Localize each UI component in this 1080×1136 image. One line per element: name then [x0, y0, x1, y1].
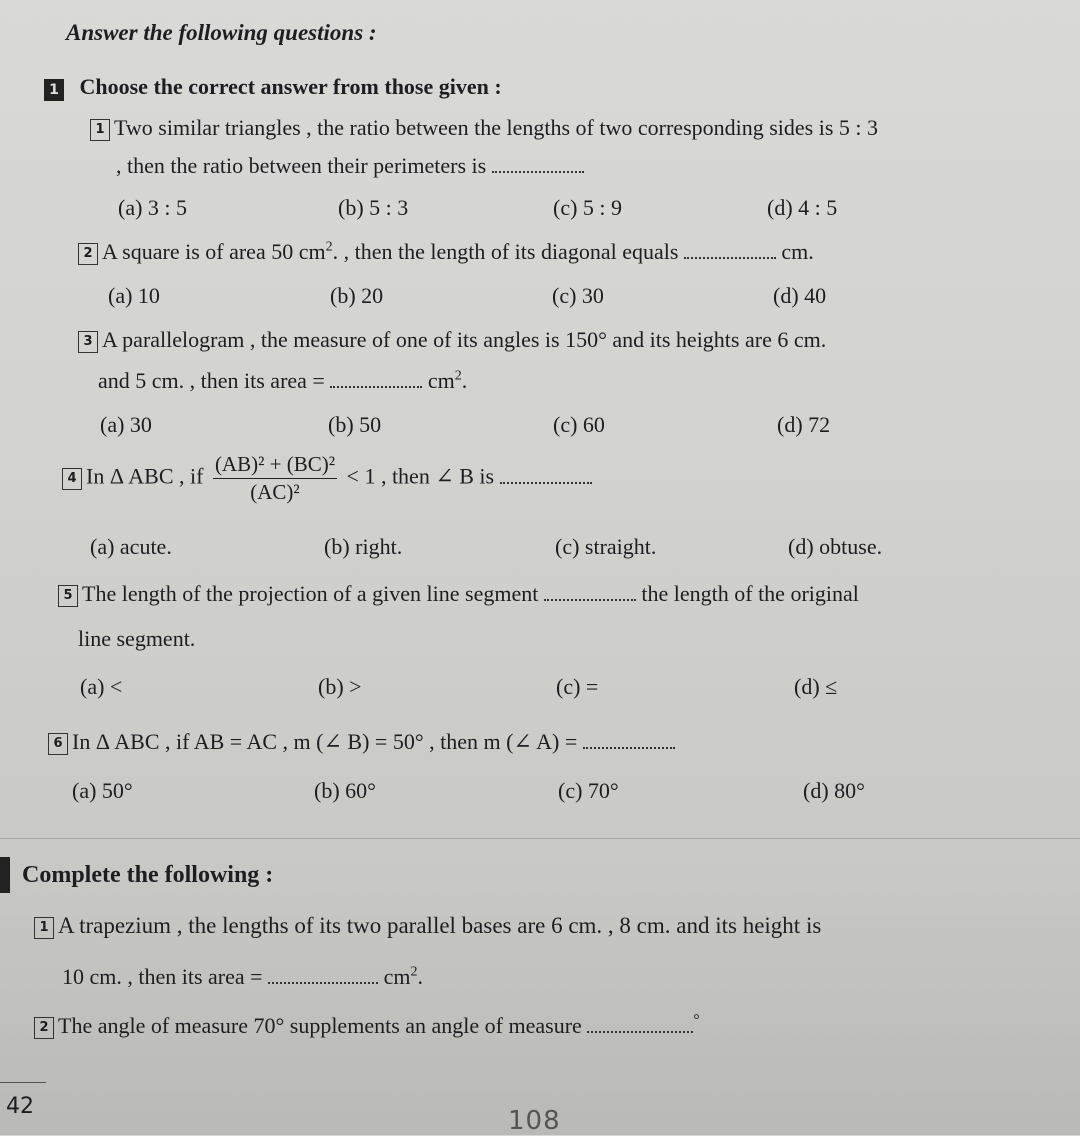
complete-question-1-line2-row [62, 964, 423, 990]
question-3-line2-after: cm [427, 368, 455, 393]
answer-blank[interactable] [492, 159, 584, 173]
question-1-line2-row [116, 153, 584, 179]
q1-option-c[interactable]: (c) 5 : 9 [553, 195, 623, 220]
question-3-sup: 2 [454, 368, 462, 384]
q3-option-d[interactable]: (d) 72 [777, 412, 831, 437]
answer-blank[interactable] [268, 970, 378, 984]
footer-rule [0, 1082, 46, 1083]
fraction [213, 452, 337, 505]
question-5-line1-before: The length of the projection of a given line segment [82, 581, 539, 606]
answer-blank[interactable] [544, 587, 636, 601]
section-1-title [44, 74, 502, 101]
question-6-number: 6 [48, 733, 68, 755]
q4-option-a[interactable]: (a) acute. [90, 534, 172, 559]
page-heading: Answer the following questions : [66, 20, 377, 45]
q3-option-c[interactable]: (c) 60 [553, 412, 605, 437]
q4-option-c[interactable]: (c) straight. [555, 534, 657, 559]
q5-option-d[interactable]: (d) ≤ [794, 674, 838, 699]
q2-option-c[interactable]: (c) 30 [552, 283, 604, 308]
answer-blank[interactable] [587, 1019, 693, 1033]
complete-question-1-line2-after: cm [383, 964, 411, 989]
question-4-text-before: In Δ ABC , if [86, 463, 204, 489]
question-5-line2: line segment. [78, 626, 196, 651]
fraction-numerator: (AB)² + (BC)² [213, 452, 337, 479]
complete-question-1-line1: A trapezium , the lengths of its two parallel bases are 6 cm. , 8 cm. and its height is [58, 913, 822, 938]
q2-option-a[interactable]: (a) 10 [108, 283, 160, 308]
q3-option-b[interactable]: (b) 50 [328, 412, 382, 437]
question-1-line1: Two similar triangles , the ratio between the lengths of two corresponding sides is 5 : 3 [114, 115, 879, 140]
q2-option-b[interactable]: (b) 20 [330, 283, 384, 308]
question-4-number: 4 [62, 468, 82, 490]
q2-option-d[interactable]: (d) 40 [773, 283, 827, 308]
q1-option-b[interactable]: (b) 5 : 3 [338, 195, 409, 220]
section-2-marker [0, 857, 10, 893]
complete-question-2-text: The angle of measure 70° supplements an angle of measure [58, 1013, 582, 1038]
question-3-line1: A parallelogram , the measure of one of its angles is 150° and its heights are 6 cm. [102, 327, 827, 352]
answer-blank[interactable] [583, 735, 675, 749]
section-1-badge: 1 [44, 79, 64, 101]
page-number: 42 [6, 1094, 34, 1119]
question-3-line2-before: and 5 cm. , then its area = [98, 368, 325, 393]
question-2-text-before: A square is of area 50 cm [102, 239, 326, 264]
q4-option-b[interactable]: (b) right. [324, 534, 403, 559]
answer-blank[interactable] [330, 374, 422, 388]
q3-option-a[interactable]: (a) 30 [100, 412, 152, 437]
question-1 [90, 115, 878, 141]
q5-option-c[interactable]: (c) = [556, 674, 599, 699]
question-2-number: 2 [78, 243, 98, 265]
question-1-number: 1 [90, 119, 110, 141]
answer-blank[interactable] [500, 470, 592, 484]
complete-question-2-after: ° [693, 1012, 700, 1029]
question-3 [78, 327, 826, 353]
question-4 [62, 452, 592, 505]
q1-option-a[interactable]: (a) 3 : 5 [118, 195, 188, 220]
complete-question-1-number: 1 [34, 917, 54, 939]
question-1-line2: , then the ratio between their perimeters is [116, 153, 487, 178]
question-5-line1-after: the length of the original [641, 581, 859, 606]
question-2 [78, 239, 814, 265]
complete-question-1-sup: 2 [410, 964, 418, 980]
question-5 [58, 581, 859, 607]
answer-blank[interactable] [684, 245, 776, 259]
q6-option-a[interactable]: (a) 50° [72, 778, 133, 803]
question-2-text-after: cm. [781, 239, 814, 264]
question-4-text-after: < 1 , then ∠ B is [346, 463, 495, 489]
q6-option-b[interactable]: (b) 60° [314, 778, 376, 803]
q1-option-d[interactable]: (d) 4 : 5 [767, 195, 838, 220]
section-1-title-text: Choose the correct answer from those given : [79, 74, 502, 99]
question-6-text: In Δ ABC , if AB = AC , m (∠ B) = 50° , then m (∠ A) = [72, 729, 578, 754]
complete-question-1-line2-before: 10 cm. , then its area = [62, 964, 263, 989]
q6-option-d[interactable]: (d) 80° [803, 778, 865, 803]
question-3-line2-row [98, 368, 467, 394]
section-2-title: Complete the following : [22, 862, 274, 888]
stamp-number: 108 [508, 1106, 561, 1136]
complete-question-1 [34, 913, 821, 939]
question-2-text-mid: . , then the length of its diagonal equals [332, 239, 679, 264]
fraction-denominator: (AC)² [250, 480, 300, 504]
q4-option-d[interactable]: (d) obtuse. [788, 534, 883, 559]
question-6 [48, 729, 675, 755]
complete-question-2 [34, 1012, 700, 1039]
q5-option-a[interactable]: (a) < [80, 674, 123, 699]
question-3-number: 3 [78, 331, 98, 353]
question-5-number: 5 [58, 585, 78, 607]
question-3-dot: . [461, 368, 468, 393]
complete-question-1-dot: . [417, 964, 423, 989]
section-divider [0, 838, 1080, 839]
question-2-sup: 2 [325, 239, 333, 255]
q6-option-c[interactable]: (c) 70° [558, 778, 619, 803]
q5-option-b[interactable]: (b) > [318, 674, 362, 699]
complete-question-2-number: 2 [34, 1017, 54, 1039]
